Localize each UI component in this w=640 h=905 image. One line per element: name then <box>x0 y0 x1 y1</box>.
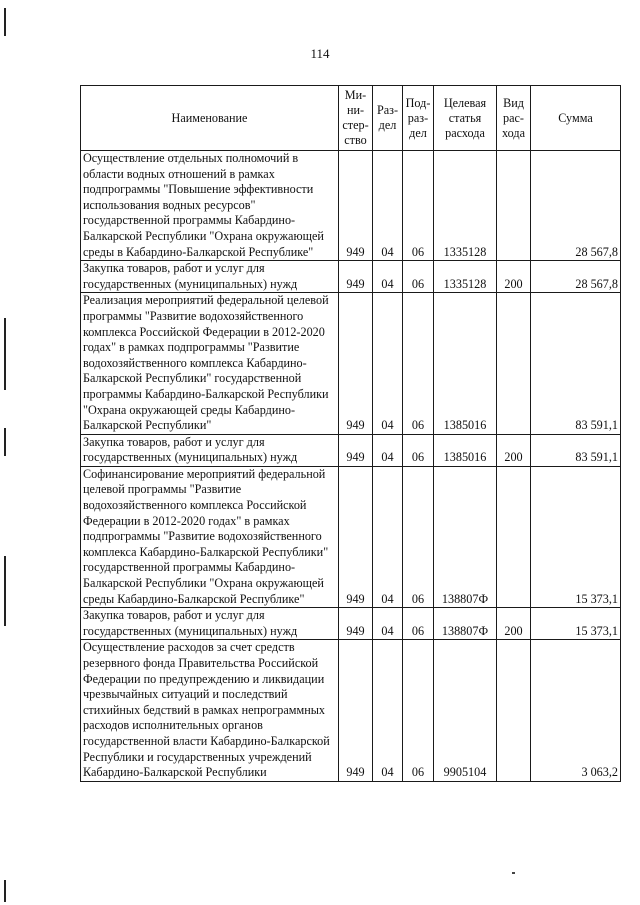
row-amount: 15 373,1 <box>531 466 621 607</box>
row-amount: 15 373,1 <box>531 608 621 640</box>
header-subsection: Под- раз- дел <box>403 86 434 151</box>
row-ministry: 949 <box>339 608 373 640</box>
row-ministry: 949 <box>339 466 373 607</box>
row-target: 1385016 <box>434 293 497 434</box>
table-row <box>81 293 621 434</box>
row-ministry: 949 <box>339 293 373 434</box>
row-ministry: 949 <box>339 434 373 466</box>
table-row <box>81 151 621 261</box>
row-expense-type <box>497 466 531 607</box>
table-row <box>81 640 621 781</box>
row-section: 04 <box>373 640 403 781</box>
row-amount: 28 567,8 <box>531 151 621 261</box>
row-expense-type: 200 <box>497 608 531 640</box>
row-subsection: 06 <box>403 466 434 607</box>
row-section: 04 <box>373 434 403 466</box>
table-header-row <box>81 86 621 151</box>
row-ministry: 949 <box>339 261 373 293</box>
row-target: 1335128 <box>434 261 497 293</box>
header-expense-type: Вид рас- хода <box>497 86 531 151</box>
table-row <box>81 261 621 293</box>
row-subsection: 06 <box>403 640 434 781</box>
row-name: Софинансирование мероприятий федеральной целевой программы "Развитие водохозяйственного комплекса Российской Федерации в 2012-2020 годах" в рамках подпрограммы "Развитие водохозяйственного комплекса Кабардино-Балкарской Республики" государственной программы Кабардино-Балкарской Республики "Охрана окружающей среды Кабардино-Балкарской Республике" <box>81 466 339 607</box>
scan-edge-mark <box>4 428 6 456</box>
scan-edge-mark <box>4 880 6 902</box>
row-target: 1335128 <box>434 151 497 261</box>
header-name: Наименование <box>81 86 339 151</box>
row-target: 9905104 <box>434 640 497 781</box>
row-expense-type <box>497 293 531 434</box>
row-name: Закупка товаров, работ и услуг для государственных (муниципальных) нужд <box>81 261 339 293</box>
row-section: 04 <box>373 608 403 640</box>
budget-table <box>80 85 621 782</box>
row-expense-type: 200 <box>497 434 531 466</box>
row-expense-type: 200 <box>497 261 531 293</box>
row-name: Закупка товаров, работ и услуг для государственных (муниципальных) нужд <box>81 608 339 640</box>
table-row <box>81 466 621 607</box>
row-section: 04 <box>373 151 403 261</box>
row-target: 138807Ф <box>434 466 497 607</box>
row-subsection: 06 <box>403 293 434 434</box>
header-ministry: Ми- ни- стер- ство <box>339 86 373 151</box>
header-section: Раз- дел <box>373 86 403 151</box>
row-ministry: 949 <box>339 640 373 781</box>
scan-speck <box>512 872 515 874</box>
row-expense-type <box>497 640 531 781</box>
row-name: Осуществление расходов за счет средств резервного фонда Правительства Российской Федерации по предупреждению и ликвидации чрезвычайных ситуаций и последствий стихийных бедствий в рамках непрограммных расходов исполнительных органов государственной власти Кабардино-Балкарской Республики и государственных учреждений Кабардино-Балкарской Республики <box>81 640 339 781</box>
scan-edge-mark <box>4 556 6 626</box>
header-target: Целевая статья расхода <box>434 86 497 151</box>
scan-edge-mark <box>4 8 6 36</box>
row-target: 138807Ф <box>434 608 497 640</box>
row-amount: 3 063,2 <box>531 640 621 781</box>
table-row <box>81 434 621 466</box>
table-row <box>81 608 621 640</box>
row-subsection: 06 <box>403 608 434 640</box>
row-amount: 28 567,8 <box>531 261 621 293</box>
row-ministry: 949 <box>339 151 373 261</box>
row-amount: 83 591,1 <box>531 434 621 466</box>
row-subsection: 06 <box>403 261 434 293</box>
row-section: 04 <box>373 293 403 434</box>
row-name: Реализация мероприятий федеральной целевой программы "Развитие водохозяйственного комплекса Российской Федерации в 2012-2020 годах" в рамках подпрограммы "Развитие водохозяйственного комплекса Кабардино-Балкарской Республики" государственной программы Кабардино-Балкарской Республики "Охрана окружающей среды Кабардино-Балкарской Республики" <box>81 293 339 434</box>
row-target: 1385016 <box>434 434 497 466</box>
row-section: 04 <box>373 261 403 293</box>
row-subsection: 06 <box>403 151 434 261</box>
row-name: Осуществление отдельных полномочий в области водных отношений в рамках подпрограммы "Повышение эффективности использования водных ресурсов" государственной программы Кабардино-Балкарской Республики "Охрана окружающей среды в Кабардино-Балкарской Республике" <box>81 151 339 261</box>
row-subsection: 06 <box>403 434 434 466</box>
page-number: 114 <box>310 46 330 61</box>
row-expense-type <box>497 151 531 261</box>
scan-edge-mark <box>4 318 6 390</box>
row-section: 04 <box>373 466 403 607</box>
row-amount: 83 591,1 <box>531 293 621 434</box>
header-amount: Сумма <box>531 86 621 151</box>
row-name: Закупка товаров, работ и услуг для государственных (муниципальных) нужд <box>81 434 339 466</box>
